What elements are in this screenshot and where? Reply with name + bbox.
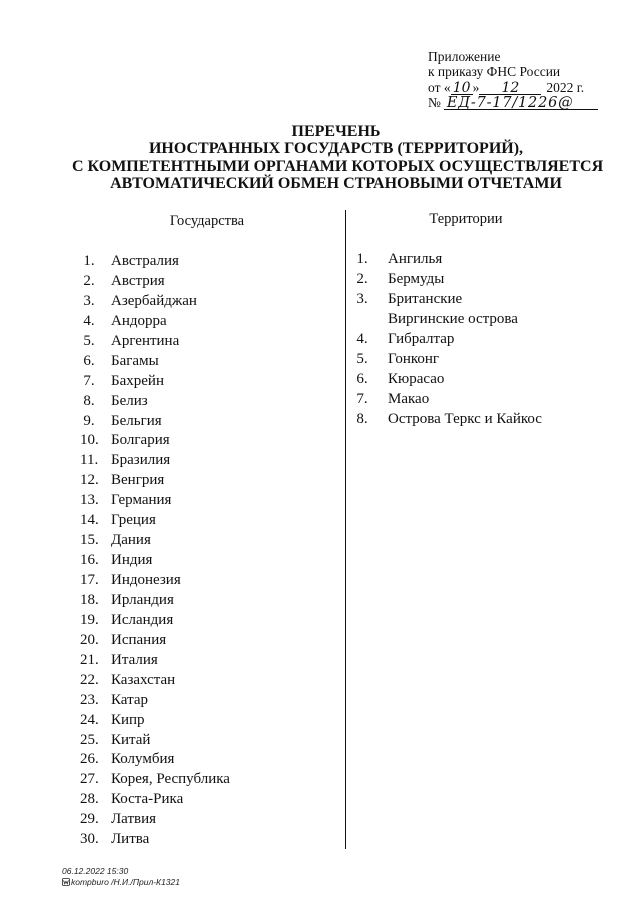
state-list-item [80, 312, 230, 332]
territories-list [355, 250, 542, 429]
state-number: 26. [80, 751, 99, 768]
state-name: Италия [111, 651, 158, 668]
handwritten-month: 12 [479, 82, 541, 95]
state-list-item [80, 292, 230, 312]
state-number: 3. [83, 292, 95, 309]
state-number: 4. [83, 312, 95, 329]
state-name: Багамы [111, 352, 159, 369]
state-number: 29. [80, 811, 99, 828]
state-number: 25. [80, 731, 99, 748]
state-number: 2. [83, 272, 95, 289]
territory-name: Острова Теркс и Кайкос [388, 410, 542, 427]
territory-name: Макао [388, 390, 430, 407]
state-list-item [80, 272, 230, 292]
state-list-item [80, 451, 230, 471]
state-name: Кипр [111, 711, 145, 728]
territory-number: 7. [356, 390, 368, 407]
state-number: 11. [80, 452, 99, 469]
state-number: 27. [80, 771, 99, 788]
territory-list-item [355, 290, 542, 330]
state-number: 22. [80, 671, 99, 688]
territory-number: 1. [356, 251, 368, 267]
state-name: Венгрия [111, 472, 165, 489]
state-name: Колумбия [111, 751, 175, 768]
territory-name: Британские Виргинские острова [388, 290, 518, 327]
state-list-item [80, 491, 230, 511]
state-list-item [80, 731, 230, 751]
territory-number: 8. [356, 410, 368, 427]
state-name: Испания [111, 631, 167, 648]
title-line-4: АВТОМАТИЧЕСКИЙ ОБМЕН СТРАНОВЫМИ ОТЧЕТАМИ [110, 174, 562, 192]
document-icon [62, 878, 70, 886]
column-divider [345, 210, 346, 849]
author-line [62, 877, 180, 888]
territory-name: Кюрасао [388, 370, 445, 387]
state-list-item [80, 671, 230, 691]
state-number: 30. [80, 831, 99, 848]
state-number: 1. [83, 253, 95, 269]
state-name: Китай [111, 731, 151, 748]
print-timestamp: 06.12.2022 15:30 [62, 866, 129, 876]
state-number: 6. [83, 352, 95, 369]
state-number: 23. [80, 691, 99, 708]
state-name: Индонезия [111, 572, 181, 588]
state-name: Австрия [111, 272, 165, 289]
state-list-item [80, 830, 230, 850]
territories-heading: Территории [429, 211, 503, 227]
state-list-item [80, 810, 230, 830]
state-list-item [80, 691, 230, 711]
state-list-item [80, 332, 230, 352]
territory-list-item [355, 370, 542, 390]
state-list-item [80, 750, 230, 770]
states-heading: Государства [169, 213, 245, 229]
document-title [72, 123, 604, 192]
appendix-reference [428, 49, 598, 110]
state-list-item [80, 611, 230, 631]
handwritten-order-number: ЕД-7-17/1226@ [444, 97, 598, 110]
state-name: Белиз [111, 392, 148, 409]
state-list-item [80, 591, 230, 611]
territory-name: Бермуды [388, 270, 445, 287]
state-number: 10. [80, 432, 99, 449]
title-line-3: С КОМПЕТЕНТНЫМИ ОРГАНАМИ КОТОРЫХ ОСУЩЕСТВЛЯЕТСЯ [72, 157, 604, 175]
state-number: 16. [80, 552, 99, 569]
state-number: 20. [80, 631, 99, 648]
state-list-item [80, 651, 230, 671]
state-name: Катар [111, 691, 148, 708]
order-reference: к приказу ФНС России [428, 64, 561, 80]
state-number: 15. [80, 532, 99, 549]
date-quote-close: » [472, 79, 480, 95]
states-list [80, 252, 230, 850]
state-number: 18. [80, 591, 99, 608]
territory-list-item [355, 250, 542, 270]
state-name: Литва [111, 831, 150, 848]
state-name: Корея, Республика [111, 771, 230, 788]
territory-number: 4. [356, 330, 368, 347]
state-number: 5. [83, 332, 95, 349]
territory-number: 6. [356, 370, 368, 387]
state-name: Андорра [111, 312, 167, 329]
title-line-2: ИНОСТРАННЫХ ГОСУДАРСТВ (ТЕРРИТОРИЙ), [148, 140, 524, 158]
state-name: Исландия [111, 611, 174, 628]
appendix-label: Приложение [428, 49, 501, 64]
state-name: Латвия [111, 811, 157, 828]
state-list-item [80, 431, 230, 451]
territory-list-item [355, 410, 542, 430]
state-name: Германия [111, 492, 172, 509]
state-number: 17. [80, 572, 99, 588]
title-line-1: ПЕРЕЧЕНЬ [291, 123, 381, 140]
date-year: 2022 г. [546, 79, 585, 95]
state-list-item [80, 252, 230, 272]
state-name: Казахстан [111, 671, 176, 688]
territory-number: 2. [356, 270, 368, 287]
territory-list-item [355, 330, 542, 350]
territory-name: Гибралтар [388, 330, 455, 347]
territory-name: Гонконг [388, 350, 440, 367]
state-number: 19. [80, 611, 99, 628]
state-number: 14. [80, 512, 99, 529]
order-date-line [428, 80, 598, 95]
number-sign: № [428, 94, 441, 110]
state-name: Аргентина [111, 332, 180, 349]
date-prefix: от « [428, 79, 451, 95]
state-name: Австралия [111, 253, 179, 269]
state-number: 24. [80, 711, 99, 728]
state-list-item [80, 392, 230, 412]
territory-list-item [355, 390, 542, 410]
state-number: 21. [80, 651, 99, 668]
state-number: 13. [80, 492, 99, 509]
author-text: kompburo /Н.И./Прил-К1321 [71, 877, 180, 887]
state-list-item [80, 352, 230, 372]
print-footer [62, 866, 180, 888]
state-name: Коста-Рика [111, 791, 184, 808]
state-number: 9. [83, 412, 95, 429]
state-list-item [80, 412, 230, 432]
state-name: Бельгия [111, 412, 162, 429]
state-list-item [80, 631, 230, 651]
state-list-item [80, 711, 230, 731]
handwritten-day: 10 [451, 82, 473, 95]
state-name: Ирландия [111, 591, 174, 608]
state-name: Бахрейн [111, 372, 164, 389]
state-list-item [80, 571, 230, 591]
state-name: Бразилия [111, 452, 171, 469]
state-list-item [80, 471, 230, 491]
territory-list-item [355, 270, 542, 290]
state-number: 8. [83, 392, 95, 409]
state-name: Болгария [111, 432, 170, 449]
territory-list-item [355, 350, 542, 370]
territory-name: Ангилья [388, 251, 443, 267]
state-list-item [80, 511, 230, 531]
state-list-item [80, 531, 230, 551]
state-list-item [80, 372, 230, 392]
state-number: 28. [80, 791, 99, 808]
order-number-line [428, 95, 598, 110]
state-name: Азербайджан [111, 292, 197, 309]
territory-number: 3. [356, 290, 368, 307]
state-list-item [80, 770, 230, 790]
state-name: Дания [111, 532, 151, 549]
state-name: Греция [111, 512, 156, 529]
territory-number: 5. [356, 350, 368, 367]
state-list-item [80, 551, 230, 571]
state-list-item [80, 790, 230, 810]
state-number: 7. [83, 372, 95, 389]
state-number: 12. [80, 472, 99, 489]
state-name: Индия [111, 552, 153, 569]
